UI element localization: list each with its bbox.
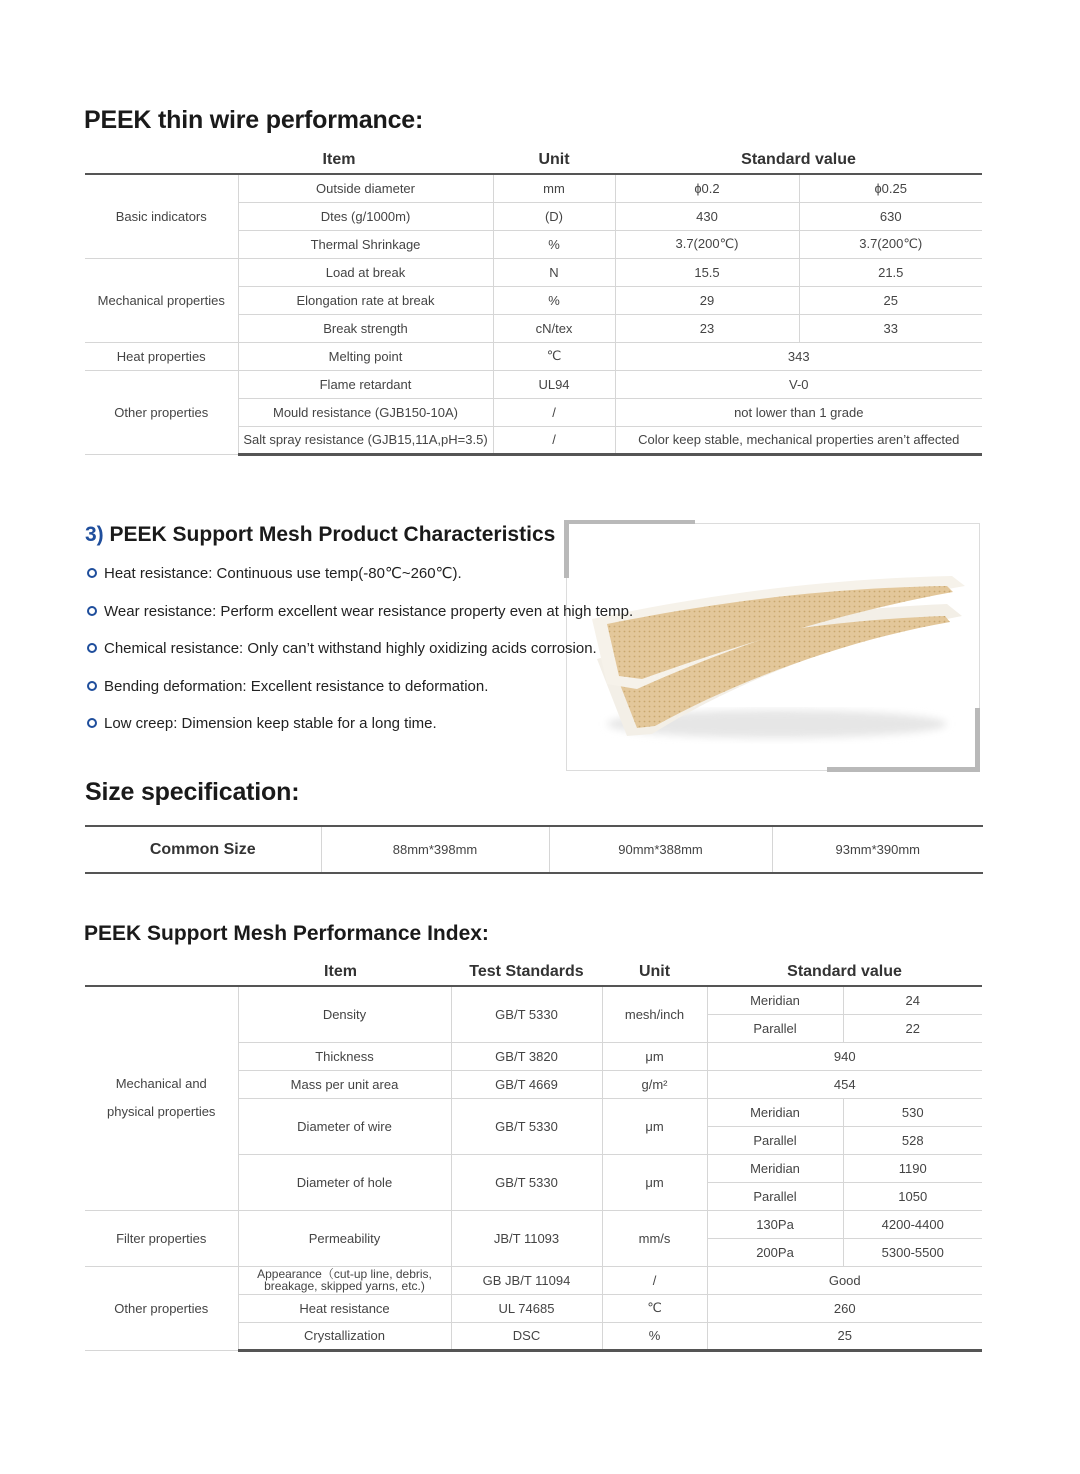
- item-cell: Thermal Shrinkage: [238, 230, 493, 258]
- item-cell: Permeability: [238, 1210, 451, 1266]
- section-title-text: PEEK Support Mesh Product Characteristics: [109, 523, 556, 546]
- value-cell: 454: [707, 1070, 982, 1098]
- sub-label: Meridian: [707, 1098, 843, 1126]
- item-cell: Salt spray resistance (GJB15,11A,pH=3.5): [238, 426, 493, 454]
- item-cell: Appearance（cut-up line, debris, breakage, skipped yarns, etc.): [238, 1266, 451, 1294]
- value-cell: 528: [843, 1126, 982, 1154]
- mesh-header-item: Item: [324, 962, 357, 980]
- value-cell: 530: [843, 1098, 982, 1126]
- size-spec-table: [85, 825, 983, 874]
- table-row: [85, 342, 982, 370]
- std-cell: GB/T 5330: [451, 1154, 602, 1210]
- value-cell: 21.5: [799, 258, 982, 286]
- unit-cell: mm/s: [602, 1210, 707, 1266]
- std-cell: GB JB/T 11094: [451, 1266, 602, 1294]
- unit-cell: μm: [602, 1154, 707, 1210]
- value-cell: 25: [799, 286, 982, 314]
- group-heat-properties: Heat properties: [85, 342, 238, 370]
- value-cell: 23: [615, 314, 799, 342]
- mesh-header-unit: Unit: [638, 962, 671, 980]
- size-spec-title: Size specification:: [85, 778, 300, 806]
- value-cell: 3.7(200℃): [799, 230, 982, 258]
- mesh-header-test-standards: Test Standards: [469, 962, 584, 980]
- group-mechanical-properties: Mechanical properties: [85, 258, 238, 342]
- unit-cell: ℃: [602, 1294, 707, 1322]
- sub-label: Parallel: [707, 1014, 843, 1042]
- value-cell: Color keep stable, mechanical properties aren’t affected: [615, 426, 982, 454]
- sub-label: Meridian: [707, 986, 843, 1014]
- unit-cell: /: [602, 1266, 707, 1294]
- item-cell: Thickness: [238, 1042, 451, 1070]
- sub-label: 130Pa: [707, 1210, 843, 1238]
- value-cell: 5300-5500: [843, 1238, 982, 1266]
- wire-header-unit: Unit: [538, 150, 570, 168]
- item-cell: Flame retardant: [238, 370, 493, 398]
- value-cell: 22: [843, 1014, 982, 1042]
- list-item: Chemical resistance: Only can’t withstand highly oxidizing acids corrosion.: [87, 638, 597, 660]
- wire-header-item: Item: [322, 150, 356, 168]
- table-row: [85, 1210, 982, 1238]
- table-row: [85, 986, 982, 1014]
- value-cell: ɸ0.2: [615, 174, 799, 202]
- group-other-properties: Other properties: [85, 370, 238, 454]
- table-row: [85, 1266, 982, 1294]
- std-cell: UL 74685: [451, 1294, 602, 1322]
- table-row: [85, 258, 982, 286]
- mesh-header-standard-value: Standard value: [787, 962, 902, 980]
- item-cell: Mass per unit area: [238, 1070, 451, 1098]
- item-cell: Mould resistance (GJB150-10A): [238, 398, 493, 426]
- value-cell: Good: [707, 1266, 982, 1294]
- unit-cell: %: [493, 286, 615, 314]
- unit-cell: cN/tex: [493, 314, 615, 342]
- value-cell: 25: [707, 1322, 982, 1350]
- item-cell: Crystallization: [238, 1322, 451, 1350]
- value-cell: V-0: [615, 370, 982, 398]
- value-cell: 29: [615, 286, 799, 314]
- unit-cell: mesh/inch: [602, 986, 707, 1042]
- std-cell: GB/T 5330: [451, 1098, 602, 1154]
- item-cell: Density: [238, 986, 451, 1042]
- unit-cell: /: [493, 426, 615, 454]
- mesh-performance-table: [85, 958, 982, 1352]
- size-value: 93mm*390mm: [772, 826, 983, 873]
- value-cell: 4200-4400: [843, 1210, 982, 1238]
- bullet-icon: [87, 718, 97, 728]
- value-cell: 630: [799, 202, 982, 230]
- wire-header-standard-value: Standard value: [741, 150, 856, 168]
- unit-cell: μm: [602, 1042, 707, 1070]
- unit-cell: %: [493, 230, 615, 258]
- unit-cell: %: [602, 1322, 707, 1350]
- std-cell: DSC: [451, 1322, 602, 1350]
- value-cell: not lower than 1 grade: [615, 398, 982, 426]
- std-cell: JB/T 11093: [451, 1210, 602, 1266]
- bullet-icon: [87, 643, 97, 653]
- value-cell: ɸ0.25: [799, 174, 982, 202]
- std-cell: GB/T 3820: [451, 1042, 602, 1070]
- std-cell: GB/T 4669: [451, 1070, 602, 1098]
- bullet-icon: [87, 681, 97, 691]
- unit-cell: ℃: [493, 342, 615, 370]
- item-cell: Heat resistance: [238, 1294, 451, 1322]
- table-row: [85, 174, 982, 202]
- value-cell: 24: [843, 986, 982, 1014]
- value-cell: 15.5: [615, 258, 799, 286]
- sub-label: 200Pa: [707, 1238, 843, 1266]
- group-mechanical-physical: Mechanical and physical properties: [85, 986, 238, 1210]
- item-cell: Diameter of hole: [238, 1154, 451, 1210]
- wire-performance-table: [85, 146, 982, 456]
- unit-cell: (D): [493, 202, 615, 230]
- list-item: Heat resistance: Continuous use temp(-80℃~260℃).: [87, 563, 462, 585]
- unit-cell: /: [493, 398, 615, 426]
- list-item: Wear resistance: Perform excellent wear resistance property even at high temp.: [87, 601, 633, 623]
- group-filter-properties: Filter properties: [85, 1210, 238, 1266]
- table-row: [85, 370, 982, 398]
- mesh-performance-title: PEEK Support Mesh Performance Index:: [84, 922, 489, 945]
- unit-cell: μm: [602, 1098, 707, 1154]
- item-cell: Diameter of wire: [238, 1098, 451, 1154]
- bullet-icon: [87, 568, 97, 578]
- wire-performance-title: PEEK thin wire performance:: [84, 106, 424, 134]
- value-cell: 343: [615, 342, 982, 370]
- item-cell: Outside diameter: [238, 174, 493, 202]
- section-number: 3): [85, 523, 104, 546]
- unit-cell: g/m²: [602, 1070, 707, 1098]
- value-cell: 1190: [843, 1154, 982, 1182]
- item-cell: Melting point: [238, 342, 493, 370]
- std-cell: GB/T 5330: [451, 986, 602, 1042]
- common-size-label: Common Size: [85, 826, 321, 873]
- list-item: Bending deformation: Excellent resistance to deformation.: [87, 676, 488, 698]
- list-item: Low creep: Dimension keep stable for a long time.: [87, 713, 437, 735]
- sub-label: Parallel: [707, 1182, 843, 1210]
- value-cell: 3.7(200℃): [615, 230, 799, 258]
- table-row: [85, 826, 983, 873]
- item-cell: Dtes (g/1000m): [238, 202, 493, 230]
- group-basic-indicators: Basic indicators: [85, 174, 238, 258]
- value-cell: 33: [799, 314, 982, 342]
- unit-cell: mm: [493, 174, 615, 202]
- item-cell: Elongation rate at break: [238, 286, 493, 314]
- size-value: 88mm*398mm: [321, 826, 549, 873]
- item-cell: Load at break: [238, 258, 493, 286]
- peek-mesh-image: [567, 524, 977, 768]
- unit-cell: UL94: [493, 370, 615, 398]
- group-other-properties: Other properties: [85, 1266, 238, 1350]
- value-cell: 430: [615, 202, 799, 230]
- bullet-icon: [87, 606, 97, 616]
- value-cell: 260: [707, 1294, 982, 1322]
- item-cell: Break strength: [238, 314, 493, 342]
- size-value: 90mm*388mm: [549, 826, 772, 873]
- sub-label: Meridian: [707, 1154, 843, 1182]
- value-cell: 940: [707, 1042, 982, 1070]
- value-cell: 1050: [843, 1182, 982, 1210]
- unit-cell: N: [493, 258, 615, 286]
- characteristics-title: [85, 523, 555, 547]
- sub-label: Parallel: [707, 1126, 843, 1154]
